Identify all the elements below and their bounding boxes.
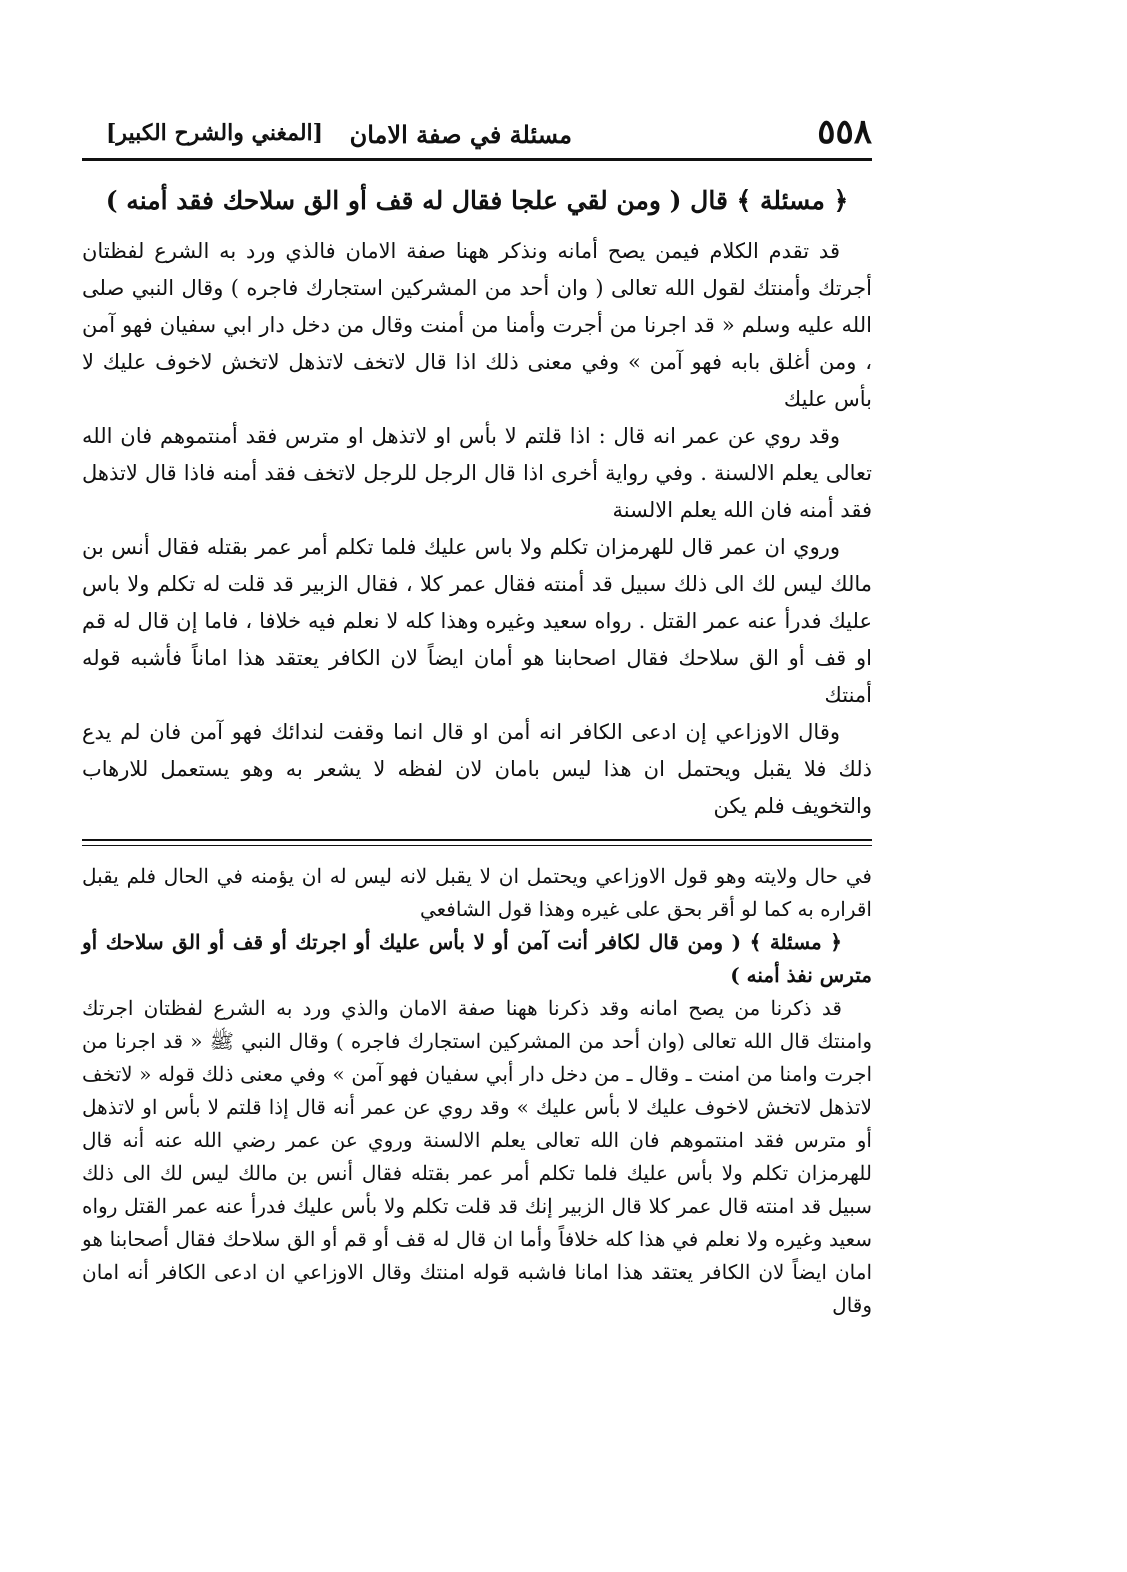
main-paragraph: وقد روي عن عمر انه قال : اذا قلتم لا بأس او لاتذهل او مترس فقد أمنتموهم فان الله تعالى يعلم الالسنة . وفي رواية أخرى اذا قال الرجل للرجل لاتخف فقد أمنه فاذا قال لاتذهل فقد أمنه فان الله يعلم الالسنة: [82, 424, 872, 522]
masala-heading: ﴿ مسئلة ﴾ قال ( ومن لقي علجا فقال له قف أو الق سلاحك فقد أمنه ): [105, 186, 849, 215]
page: [82, 108, 872, 1322]
page-number: ٥٥٨: [817, 112, 872, 152]
sharh-text: [82, 860, 872, 1322]
main-paragraph: قد تقدم الكلام فيمن يصح أمانه ونذكر ههنا صفة الامان فالذي ورد به الشرع لفظتان أجرتك وأمنتك لقول الله تعالى ( وان أحد من المشركين استجارك فاجره ) وقال النبي صلى الله عليه وسلم « قد اجرنا من أجرت وأمنا من أمنت وقال من دخل دار ابي سفيان فهو آمن ، ومن أغلق بابه فهو آمن » وفي معنى ذلك اذا قال لاتخف لاتذهل لاتخش لاخوف عليك لا بأس عليك: [82, 239, 872, 411]
section-divider: [82, 839, 872, 846]
sharh-paragraph: في حال ولايته وهو قول الاوزاعي ويحتمل ان لا يقبل لانه ليس له ان يؤمنه في الحال فلم يقبل اقراره به كما لو أقر بحق على غيره وهذا قول الشافعي: [82, 864, 872, 921]
sharh-paragraph: قد ذكرنا من يصح امانه وقد ذكرنا ههنا صفة الامان والذي ورد به الشرع لفظتان اجرتك وامنتك قال الله تعالى (وان أحد من المشركين استجارك فاجره ) وقال النبي ﷺ « قد اجرنا من اجرت وامنا من امنت ـ وقال ـ من دخل دار أبي سفيان فهو آمن » وفي معنى ذلك قوله « لاتخف لاتذهل لاتخش لاخوف عليك لا بأس عليك » وقد روي عن عمر أنه قال إذا قلتم لا بأس او لاتذهل أو مترس فقد امنتموهم فان الله تعالى يعلم الالسنة وروي عن عمر رضي الله عنه أنه قال للهرمزان تكلم ولا بأس عليك فلما تكلم أمر عمر بقتله فقال أنس بن مالك ليس لك الى ذلك سبيل قد امنته قال عمر كلا قال الزبير إنك قد قلت تكلم ولا بأس عليك فدرأ عنه عمر القتل رواه سعيد وغيره ولا نعلم في هذا كله خلافاً وأما ان قال له قف أو قم أو الق سلاحك فقال أصحابنا هو امان ايضاً لان الكافر يعتقد هذا امانا فاشبه قوله امنتك وقال الاوزاعي ان ادعى الكافر أنه امان وقال: [82, 996, 872, 1317]
main-paragraph: وروي ان عمر قال للهرمزان تكلم ولا باس عليك فلما تكلم أمر عمر بقتله فقال أنس بن مالك ليس لك الى ذلك سبيل قد أمنته فقال عمر كلا ، فقال الزبير قد قلت له تكلم ولا باس عليك فدرأ عنه عمر القتل . رواه سعيد وغيره وهذا كله لا نعلم فيه خلافا ، فاما إن قال له قم او قف أو الق سلاحك فقال اصحابنا هو أمان ايضاً لان الكافر يعتقد هذا اماناً فأشبه قوله أمنتك: [82, 535, 872, 707]
main-text: [82, 233, 872, 825]
sharh-masala-heading: [82, 926, 872, 992]
masala-label: ﴿ مسئلة ﴾: [749, 930, 843, 954]
page-header: [82, 108, 872, 161]
masala-text: ( ومن قال لكافر أنت آمن أو لا بأس عليك أو اجرتك أو قف أو الق سلاحك أو مترس نفذ أمنه ): [82, 930, 872, 987]
main-paragraph: وقال الاوزاعي إن ادعى الكافر انه أمن او قال انما وقفت لندائك فهو آمن فان لم يدع ذلك فلا يقبل ويحتمل ان هذا ليس بامان لان لفظه لا يشعر به وهو يستعمل للارهاب والتخويف فلم يكن: [82, 720, 872, 818]
book-title: [المغني والشرح الكبير]: [106, 120, 324, 146]
running-title: مسئلة في صفة الامان: [349, 120, 572, 149]
